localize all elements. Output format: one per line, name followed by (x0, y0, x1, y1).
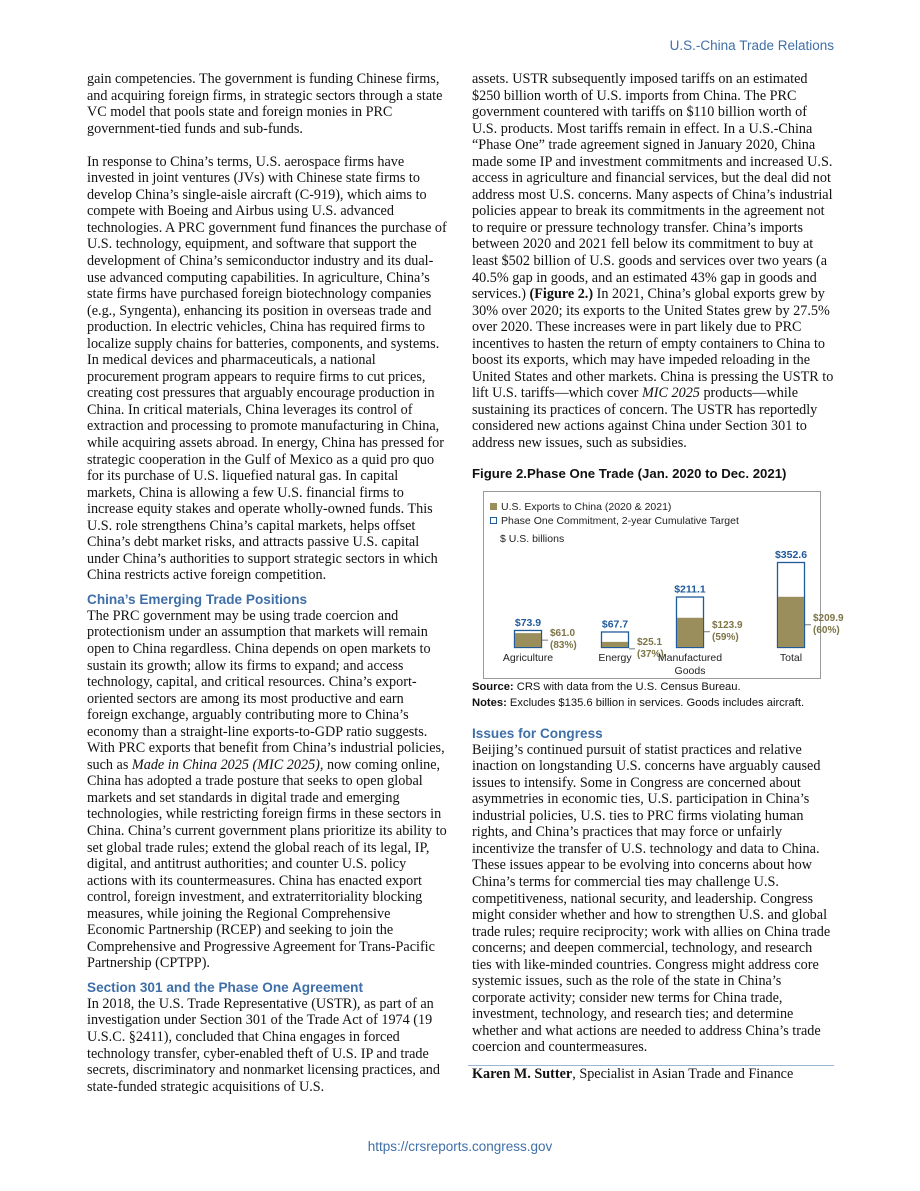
paragraph: In response to China’s terms, U.S. aerospace firms have invested in joint ventures (JVs) with Chinese state firms to develop China’s single-aisle aircraft (C-919), which aims to compete with Boeing and Airbus using U.S. advanced technologies. A PRC government fund finances the purchase of U.S. technology, equipment, and software that support the development of China’s semiconductor industry and its dual-use advanced computing capabilities. In agriculture, China’s state firms have purchased foreign biotechnology companies (e.g., Syngenta), enhancing its position in overseas trade and production. In electric vehicles, China has required firms to localize supply chains for batteries, components, and systems. In medical devices and pharmaceuticals, a national procurement program appears to require firms to cut prices, creating cost pressures that arguably encourage production in China. In critical materials, China leverages its control of extraction and processing to promote manufacturing in China, while acquiring assets abroad. In energy, China has pressed for strategic cooperation in the Gulf of Mexico as a quid pro quo for its purchase of U.S. liquefied natural gas. In capital markets, China is allowing a few U.S. financial firms to increase equity stakes and operate wholly-owned funds. This U.S. role strengthens China’s capital markets, helps offset China’s debt market risks, and attracts passive U.S. capital under China’s authorities to support strategic sectors in which China restricts active foreign competition. (87, 153, 447, 584)
legend-swatch-target (491, 517, 497, 523)
export-share-label: (60%) (813, 624, 840, 636)
exports-bar (778, 596, 804, 646)
figure-source: Source: CRS with data from the U.S. Census Bureau. (472, 680, 741, 693)
export-share-label: (59%) (712, 631, 739, 643)
section-heading: Issues for Congress (472, 725, 603, 741)
legend-label-exports: U.S. Exports to China (2020 & 2021) (501, 500, 672, 513)
category-label: Agriculture (502, 651, 554, 664)
export-value-label: $123.9 (712, 619, 743, 631)
exports-bar (515, 633, 541, 647)
figure-notes: Notes: Excludes $135.6 billion in services. Goods includes aircraft. (472, 696, 805, 709)
target-value-label: $67.7 (601, 618, 629, 631)
target-value-label: $211.1 (674, 583, 706, 596)
y-axis-unit-label: $ U.S. billions (500, 532, 565, 545)
exports-bar (677, 617, 703, 646)
category-label: Goods (674, 664, 706, 677)
author-line: Karen M. Sutter, Specialist in Asian Trade and Finance (472, 1065, 794, 1082)
paragraph: gain competencies. The government is funding Chinese firms, and acquiring foreign firms, in strategic sectors through a state VC model that pools state and foreign monies in PRC government-tied funds and sub-funds. (87, 71, 443, 137)
section-heading: Section 301 and the Phase One Agreement (87, 979, 363, 995)
right-column (472, 71, 844, 1083)
export-share-label: (83%) (550, 639, 577, 651)
footer-url[interactable]: https://crsreports.congress.gov (367, 1139, 553, 1154)
paragraph: In 2018, the U.S. Trade Representative (USTR), as part of an investigation under Section 301 of the Trade Act of 1974 (19 U.S.C. §2411), concluded that China engages in forced technology transfer, cyber-enabled theft of U.S. IP and trade secrets, discriminatory and nonmarket licensing practices, and state-funded strategic acquisitions of U.S. (87, 995, 440, 1095)
figure-reference: (Figure 2.) (529, 286, 594, 303)
category-label: Energy (598, 651, 632, 664)
section-heading: China’s Emerging Trade Positions (87, 591, 308, 607)
paragraph: Beijing’s continued pursuit of statist practices and relative inaction on longstanding U.S. concerns have arguably caused issues to intensify. Some in Congress are concerned about asymmetries in economic ties, U.S. participation in China’s industrial policies, U.S. ties to PRC firms violating human rights, and China’s practices that may force or unfairly incentivize the transfer of U.S. technology and data to China. These issues appear to be evolving into concerns about how China’s terms for commercial ties may challenge U.S. competitiveness, national security, and leadership. Congress might consider whether and how to strengthen U.S. and global trade rules; require reciprocity; work with allies on China trade concerns; and deepen commercial, technology, and research ties with like-minded countries. Congress might address core systemic issues, such as the role of the state in China’s corporate activity; consider new terms for China trade, investment, technology, and research ties; and determine whether and what actions are needed to address China’s trade coercion and countermeasures. (472, 741, 831, 1056)
category-label: Total (779, 651, 803, 664)
legend-swatch-exports (490, 503, 497, 510)
category-label: Manufactured (657, 651, 723, 664)
export-value-label: $209.9 (813, 612, 844, 624)
legend-label-target: Phase One Commitment, 2-year Cumulative Target (501, 514, 739, 527)
figure-title: Figure 2.Phase One Trade (Jan. 2020 to Dec. 2021) (472, 465, 787, 481)
running-header: U.S.-China Trade Relations (669, 38, 834, 53)
target-value-label: $73.9 (514, 616, 542, 629)
target-value-label: $352.6 (774, 548, 808, 561)
paragraph: The PRC government may be using trade coercion and protectionism under an assumption that markets will remain open to China regardless. China depends on open markets to sustain its growth; allow its firms to expand; and access technology, capital, and critical resources. China’s export-oriented sectors are among its most productive and earn foreign exchange, arguably contributing more to China’s economy than a straight-line exports-to-GDP ratio suggests. With PRC exports that benefit from China’s industrial policies, such as Made in China 2025 (MIC 2025), now coming online, China has adopted a trade posture that seeks to open global markets and set standards in digital trade and emerging technologies, while restricting foreign firms in these sectors in China. China’s current government plans prioritize its ability to set global trade rules; extend the global reach of its legal, IP, digital, and antitrust authorities; and counter U.S. policy actions with its countermeasures. China has enacted export control, foreign investment, and extraterritoriality blocking measures, while joining the Regional Comprehensive Economic Partnership (RCEP) and seeking to join the Comprehensive and Progressive Agreement for Trans-Pacific Partnership (CPTPP). (87, 607, 447, 972)
phase-one-chart (483, 491, 844, 679)
export-share-label: (37%) (637, 648, 664, 660)
export-value-label: $25.1 (637, 636, 663, 648)
paragraph: assets. USTR subsequently imposed tariffs on an estimated $250 billion worth of U.S. imports from China. The PRC government countered with tariffs on $110 billion worth of U.S. products. Most tariffs remain in effect. In a U.S.-China “Phase One” trade agreement signed in January 2020, China made some IP and investment commitments and increased U.S. access in agriculture and financial services, but the deal did not address most U.S. concerns. Many aspects of China’s industrial policies appear to break its commitments in the agreement not to require or pressure technology transfer. China’s imports between 2020 and 2021 fell below its commitment to buy at least $502 billion of U.S. goods and services over two years (a 40.5% gap in goods, and an estimated 43% gap in goods and services.) (Figure 2.) In 2021, China’s global exports grew by 30% over 2020; its exports to the United States grew by 27.5% over 2020. These increases were in part likely due to PRC incentives to hasten the return of empty containers to China to boost its exports, which may have impeded reloading in the United States and other markets. China is pressing the USTR to lift U.S. tariffs—which cover MIC 2025 products—while sustaining its practices of concern. The USTR has reportedly considered new actions against China under Section 301 to address new issues, such as subsidies. (472, 71, 834, 452)
left-column (87, 71, 448, 1095)
exports-bar (602, 641, 628, 646)
export-value-label: $61.0 (550, 627, 576, 639)
